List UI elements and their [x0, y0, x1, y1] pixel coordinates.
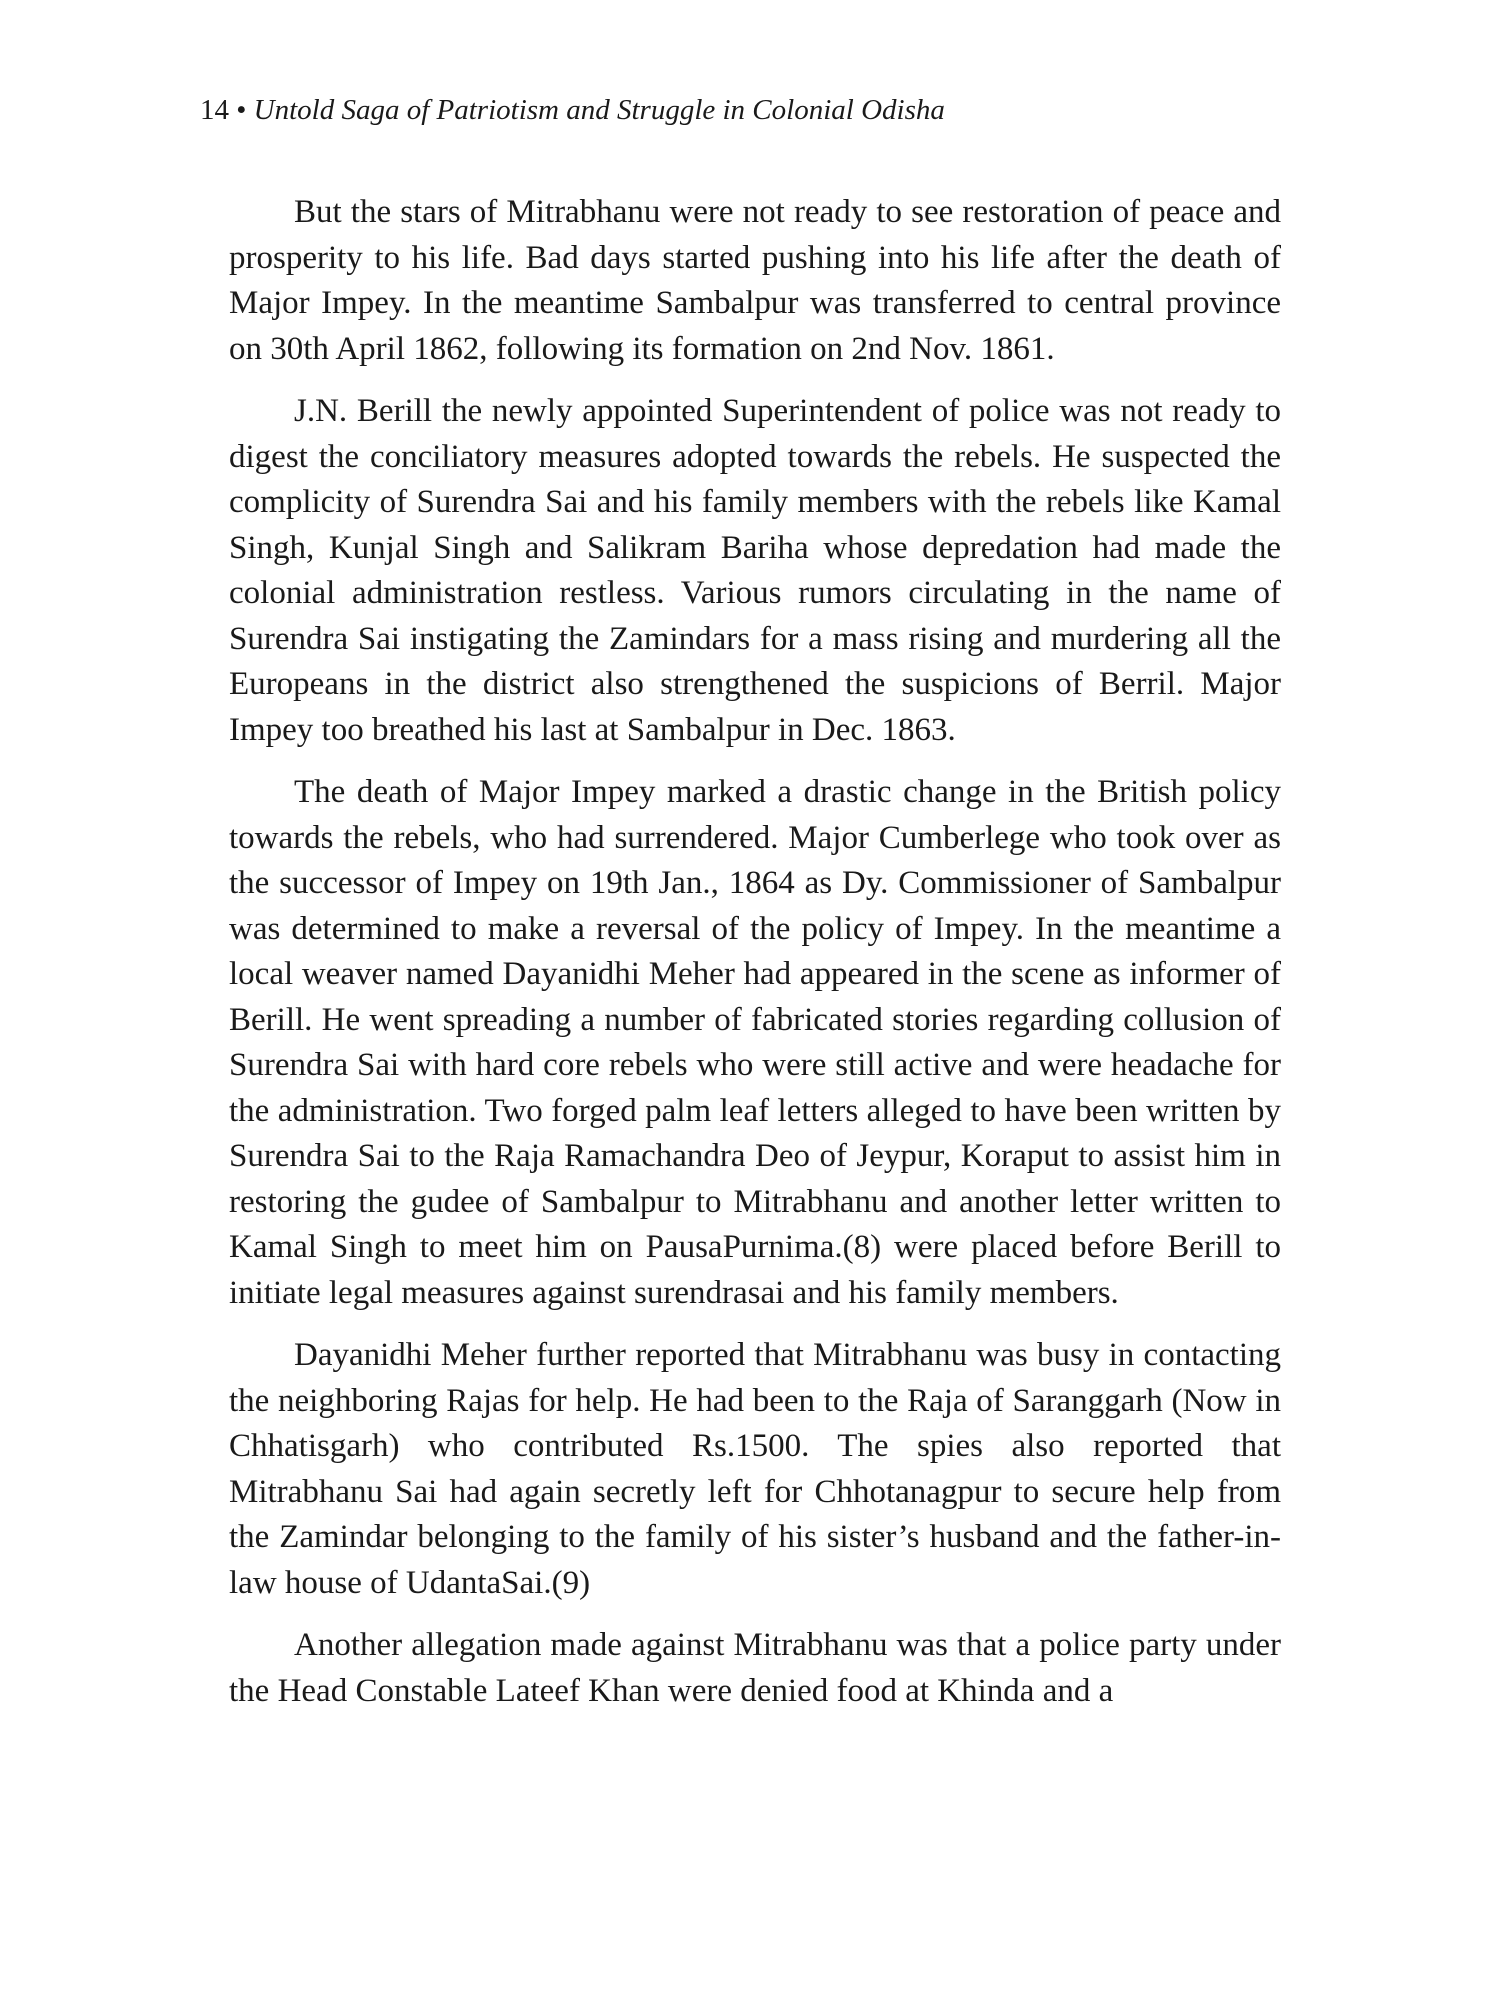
- running-header: [200, 92, 1300, 128]
- paragraph: J.N. Berill the newly appointed Superintendent of police was not ready to digest the conciliatory measures adopted towards the rebels. He suspected the complicity of Surendra Sai and his family members with the rebels like Kamal Singh, Kunjal Singh and Salikram Bariha whose depredation had made the colonial administration restless. Various rumors circulating in the name of Surendra Sai instigating the Zamindars for a mass rising and murdering all the Europeans in the district also strengthened the suspicions of Berril. Major Impey too breathed his last at Sambalpur in Dec. 1863.: [229, 393, 1281, 748]
- paragraph: But the stars of Mitrabhanu were not ready to see restoration of peace and prosperity to his life. Bad days started pushing into his life after the death of Major Impey. In the meantime Sambalpur was transferred to central province on 30th April 1862, following its formation on 2nd Nov. 1861.: [229, 194, 1281, 367]
- paragraph: Dayanidhi Meher further reported that Mitrabhanu was busy in contacting the neighboring Rajas for help. He had been to the Raja of Saranggarh (Now in Chhatisgarh) who contributed Rs.1500. The spies also reported that Mitrabhanu Sai had again secretly left for Chhotanagpur to secure help from the Zamindar belonging to the family of his sister’s husband and the father-in-law house of UdantaSai.(9): [229, 1337, 1281, 1601]
- paragraph: The death of Major Impey marked a drastic change in the British policy towards the rebels, who had surrendered. Major Cumberlege who took over as the successor of Impey on 19th Jan., 1864 as Dy. Commissioner of Sambalpur was determined to make a reversal of the policy of Impey. In the meantime a local weaver named Dayanidhi Meher had appeared in the scene as informer of Berill. He went spreading a number of fabricated stories regarding collusion of Surendra Sai with hard core rebels who were still active and were headache for the administration. Two forged palm leaf letters alleged to have been written by Surendra Sai to the Raja Ramachandra Deo of Jeypur, Koraput to assist him in restoring the gudee of Sambalpur to Mitrabhanu and another letter written to Kamal Singh to meet him on PausaPurnima.(8) were placed before Berill to initiate legal measures against surendrasai and his family members.: [229, 774, 1281, 1311]
- body-text: [229, 190, 1281, 1731]
- book-title: Untold Saga of Patriotism and Struggle in Colonial Odisha: [253, 94, 945, 126]
- page-number: 14: [200, 94, 229, 126]
- paragraph: Another allegation made against Mitrabhanu was that a police party under the Head Constable Lateef Khan were denied food at Khinda and a: [229, 1627, 1281, 1709]
- header-separator: •: [236, 94, 247, 126]
